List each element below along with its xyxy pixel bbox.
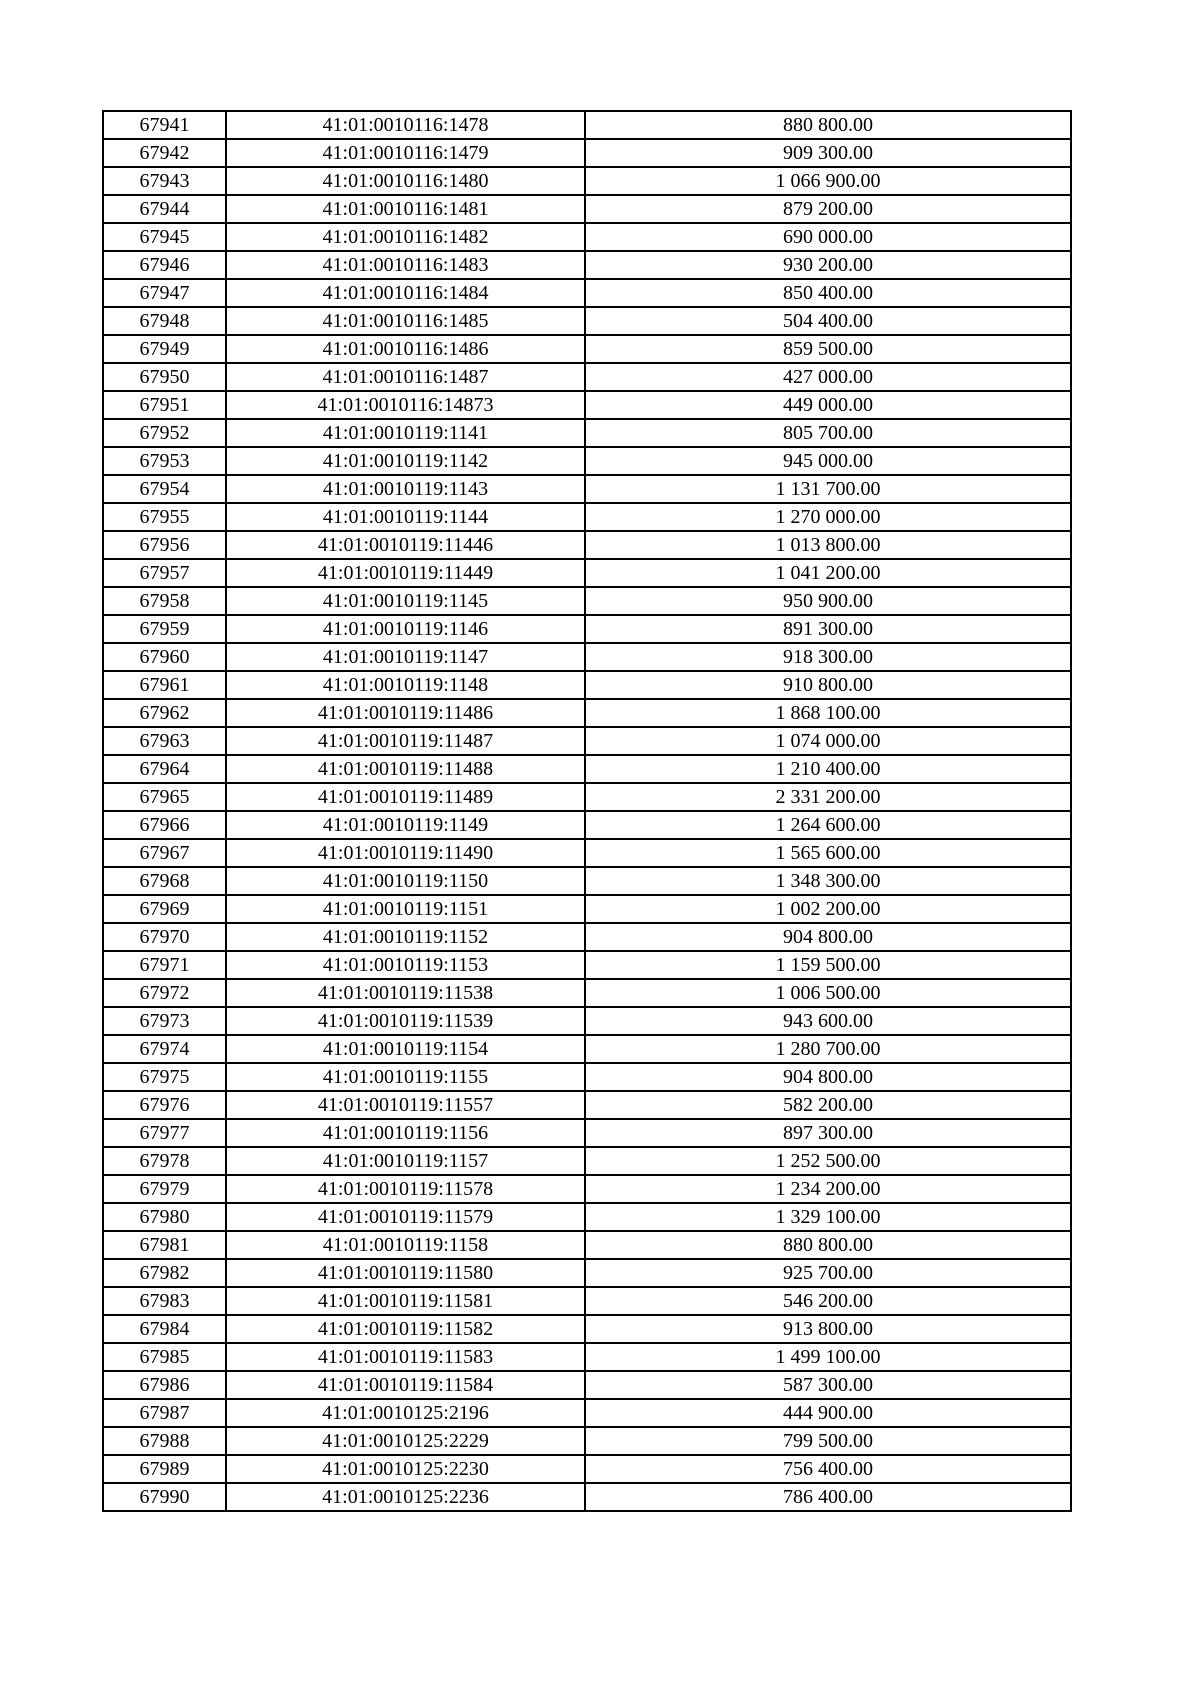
row-number-cell: 67981 [103, 1231, 226, 1259]
value-cell: 943 600.00 [585, 1007, 1071, 1035]
cadastral-number-cell: 41:01:0010119:11584 [226, 1371, 585, 1399]
cadastral-number-cell: 41:01:0010119:1143 [226, 475, 585, 503]
row-number-cell: 67954 [103, 475, 226, 503]
cadastral-number-cell: 41:01:0010119:1146 [226, 615, 585, 643]
value-cell: 1 013 800.00 [585, 531, 1071, 559]
cadastral-number-cell: 41:01:0010116:1485 [226, 307, 585, 335]
value-cell: 879 200.00 [585, 195, 1071, 223]
row-number-cell: 67980 [103, 1203, 226, 1231]
table-row [103, 755, 1071, 783]
row-number-cell: 67953 [103, 447, 226, 475]
cadastral-number-cell: 41:01:0010119:11581 [226, 1287, 585, 1315]
cadastral-number-cell: 41:01:0010119:1150 [226, 867, 585, 895]
cadastral-number-cell: 41:01:0010125:2196 [226, 1399, 585, 1427]
row-number-cell: 67960 [103, 643, 226, 671]
table-row [103, 643, 1071, 671]
value-cell: 950 900.00 [585, 587, 1071, 615]
row-number-cell: 67957 [103, 559, 226, 587]
table-row [103, 1287, 1071, 1315]
table-row [103, 1063, 1071, 1091]
value-cell: 799 500.00 [585, 1427, 1071, 1455]
table-row [103, 1399, 1071, 1427]
cadastral-number-cell: 41:01:0010119:1145 [226, 587, 585, 615]
table-row [103, 559, 1071, 587]
table-row [103, 139, 1071, 167]
cadastral-number-cell: 41:01:0010119:1153 [226, 951, 585, 979]
cadastral-number-cell: 41:01:0010119:11486 [226, 699, 585, 727]
table-row [103, 1259, 1071, 1287]
table-row [103, 1231, 1071, 1259]
table-row [103, 335, 1071, 363]
table-row [103, 1007, 1071, 1035]
cadastral-number-cell: 41:01:0010119:11557 [226, 1091, 585, 1119]
row-number-cell: 67965 [103, 783, 226, 811]
value-cell: 850 400.00 [585, 279, 1071, 307]
value-cell: 1 159 500.00 [585, 951, 1071, 979]
row-number-cell: 67990 [103, 1483, 226, 1511]
table-row [103, 419, 1071, 447]
cadastral-number-cell: 41:01:0010119:1151 [226, 895, 585, 923]
table-row [103, 475, 1071, 503]
value-cell: 546 200.00 [585, 1287, 1071, 1315]
row-number-cell: 67958 [103, 587, 226, 615]
row-number-cell: 67963 [103, 727, 226, 755]
row-number-cell: 67966 [103, 811, 226, 839]
table-row [103, 951, 1071, 979]
cadastral-number-cell: 41:01:0010119:11583 [226, 1343, 585, 1371]
cadastral-number-cell: 41:01:0010119:11538 [226, 979, 585, 1007]
cadastral-number-cell: 41:01:0010119:11539 [226, 1007, 585, 1035]
value-cell: 1 565 600.00 [585, 839, 1071, 867]
cadastral-number-cell: 41:01:0010119:11488 [226, 755, 585, 783]
table-row [103, 503, 1071, 531]
row-number-cell: 67986 [103, 1371, 226, 1399]
row-number-cell: 67952 [103, 419, 226, 447]
value-cell: 444 900.00 [585, 1399, 1071, 1427]
value-cell: 891 300.00 [585, 615, 1071, 643]
value-cell: 756 400.00 [585, 1455, 1071, 1483]
cadastral-number-cell: 41:01:0010119:1148 [226, 671, 585, 699]
table-body [103, 111, 1071, 1511]
table-row [103, 699, 1071, 727]
cadastral-number-cell: 41:01:0010119:1152 [226, 923, 585, 951]
row-number-cell: 67977 [103, 1119, 226, 1147]
cadastral-number-cell: 41:01:0010119:11487 [226, 727, 585, 755]
value-cell: 1 270 000.00 [585, 503, 1071, 531]
cadastral-number-cell: 41:01:0010116:1484 [226, 279, 585, 307]
table-row [103, 363, 1071, 391]
cadastral-number-cell: 41:01:0010119:1154 [226, 1035, 585, 1063]
table-row [103, 1035, 1071, 1063]
cadastral-number-cell: 41:01:0010125:2230 [226, 1455, 585, 1483]
table-row [103, 811, 1071, 839]
table-row [103, 727, 1071, 755]
value-cell: 1 006 500.00 [585, 979, 1071, 1007]
value-cell: 1 234 200.00 [585, 1175, 1071, 1203]
cadastral-number-cell: 41:01:0010119:1157 [226, 1147, 585, 1175]
row-number-cell: 67956 [103, 531, 226, 559]
value-cell: 427 000.00 [585, 363, 1071, 391]
table-row [103, 671, 1071, 699]
row-number-cell: 67941 [103, 111, 226, 139]
cadastral-number-cell: 41:01:0010116:1480 [226, 167, 585, 195]
table-row [103, 251, 1071, 279]
row-number-cell: 67979 [103, 1175, 226, 1203]
value-cell: 1 329 100.00 [585, 1203, 1071, 1231]
value-cell: 909 300.00 [585, 139, 1071, 167]
table-row [103, 1203, 1071, 1231]
table-row [103, 1427, 1071, 1455]
table-row [103, 391, 1071, 419]
table-row [103, 223, 1071, 251]
row-number-cell: 67975 [103, 1063, 226, 1091]
cadastral-number-cell: 41:01:0010116:1487 [226, 363, 585, 391]
cadastral-number-cell: 41:01:0010116:1478 [226, 111, 585, 139]
row-number-cell: 67959 [103, 615, 226, 643]
row-number-cell: 67969 [103, 895, 226, 923]
table-row [103, 1483, 1071, 1511]
value-cell: 1 002 200.00 [585, 895, 1071, 923]
value-cell: 904 800.00 [585, 1063, 1071, 1091]
row-number-cell: 67984 [103, 1315, 226, 1343]
table-row [103, 1315, 1071, 1343]
value-cell: 582 200.00 [585, 1091, 1071, 1119]
row-number-cell: 67942 [103, 139, 226, 167]
cadastral-number-cell: 41:01:0010119:1141 [226, 419, 585, 447]
value-cell: 918 300.00 [585, 643, 1071, 671]
value-cell: 2 331 200.00 [585, 783, 1071, 811]
row-number-cell: 67945 [103, 223, 226, 251]
table-row [103, 1371, 1071, 1399]
row-number-cell: 67973 [103, 1007, 226, 1035]
value-cell: 1 499 100.00 [585, 1343, 1071, 1371]
value-cell: 1 210 400.00 [585, 755, 1071, 783]
value-cell: 1 868 100.00 [585, 699, 1071, 727]
table-row [103, 195, 1071, 223]
table-row [103, 1343, 1071, 1371]
value-cell: 690 000.00 [585, 223, 1071, 251]
row-number-cell: 67967 [103, 839, 226, 867]
cadastral-number-cell: 41:01:0010125:2236 [226, 1483, 585, 1511]
value-cell: 897 300.00 [585, 1119, 1071, 1147]
table-row [103, 1091, 1071, 1119]
row-number-cell: 67972 [103, 979, 226, 1007]
value-cell: 1 041 200.00 [585, 559, 1071, 587]
value-cell: 1 348 300.00 [585, 867, 1071, 895]
table-row [103, 615, 1071, 643]
table-row [103, 587, 1071, 615]
table-row [103, 447, 1071, 475]
table-row [103, 895, 1071, 923]
row-number-cell: 67950 [103, 363, 226, 391]
row-number-cell: 67971 [103, 951, 226, 979]
table-row [103, 839, 1071, 867]
row-number-cell: 67983 [103, 1287, 226, 1315]
row-number-cell: 67949 [103, 335, 226, 363]
cadastral-number-cell: 41:01:0010119:1155 [226, 1063, 585, 1091]
value-cell: 1 074 000.00 [585, 727, 1071, 755]
table-row [103, 167, 1071, 195]
table-row [103, 307, 1071, 335]
table-row [103, 111, 1071, 139]
value-cell: 913 800.00 [585, 1315, 1071, 1343]
cadastral-number-cell: 41:01:0010119:11582 [226, 1315, 585, 1343]
cadastral-number-cell: 41:01:0010119:11580 [226, 1259, 585, 1287]
cadastral-number-cell: 41:01:0010119:1147 [226, 643, 585, 671]
row-number-cell: 67948 [103, 307, 226, 335]
cadastral-number-cell: 41:01:0010119:11490 [226, 839, 585, 867]
value-cell: 880 800.00 [585, 1231, 1071, 1259]
value-cell: 910 800.00 [585, 671, 1071, 699]
cadastral-number-cell: 41:01:0010119:11579 [226, 1203, 585, 1231]
value-cell: 880 800.00 [585, 111, 1071, 139]
value-cell: 805 700.00 [585, 419, 1071, 447]
value-cell: 1 280 700.00 [585, 1035, 1071, 1063]
value-cell: 1 264 600.00 [585, 811, 1071, 839]
cadastral-number-cell: 41:01:0010116:14873 [226, 391, 585, 419]
cadastral-number-cell: 41:01:0010116:1483 [226, 251, 585, 279]
row-number-cell: 67978 [103, 1147, 226, 1175]
cadastral-number-cell: 41:01:0010116:1479 [226, 139, 585, 167]
cadastral-number-cell: 41:01:0010116:1481 [226, 195, 585, 223]
table-row [103, 783, 1071, 811]
value-cell: 1 131 700.00 [585, 475, 1071, 503]
value-cell: 904 800.00 [585, 923, 1071, 951]
cadastral-number-cell: 41:01:0010119:11489 [226, 783, 585, 811]
value-cell: 925 700.00 [585, 1259, 1071, 1287]
cadastral-number-cell: 41:01:0010119:11578 [226, 1175, 585, 1203]
table-row [103, 1455, 1071, 1483]
table-row [103, 279, 1071, 307]
row-number-cell: 67974 [103, 1035, 226, 1063]
cadastral-number-cell: 41:01:0010125:2229 [226, 1427, 585, 1455]
table-row [103, 1119, 1071, 1147]
row-number-cell: 67955 [103, 503, 226, 531]
row-number-cell: 67946 [103, 251, 226, 279]
row-number-cell: 67964 [103, 755, 226, 783]
table-row [103, 1147, 1071, 1175]
cadastral-number-cell: 41:01:0010119:1149 [226, 811, 585, 839]
row-number-cell: 67982 [103, 1259, 226, 1287]
row-number-cell: 67962 [103, 699, 226, 727]
value-cell: 786 400.00 [585, 1483, 1071, 1511]
row-number-cell: 67968 [103, 867, 226, 895]
row-number-cell: 67943 [103, 167, 226, 195]
value-cell: 449 000.00 [585, 391, 1071, 419]
row-number-cell: 67951 [103, 391, 226, 419]
cadastral-number-cell: 41:01:0010119:11446 [226, 531, 585, 559]
row-number-cell: 67987 [103, 1399, 226, 1427]
table-row [103, 1175, 1071, 1203]
table-row [103, 867, 1071, 895]
cadastral-number-cell: 41:01:0010116:1482 [226, 223, 585, 251]
row-number-cell: 67976 [103, 1091, 226, 1119]
row-number-cell: 67947 [103, 279, 226, 307]
value-cell: 587 300.00 [585, 1371, 1071, 1399]
row-number-cell: 67944 [103, 195, 226, 223]
value-cell: 859 500.00 [585, 335, 1071, 363]
row-number-cell: 67961 [103, 671, 226, 699]
value-cell: 504 400.00 [585, 307, 1071, 335]
row-number-cell: 67989 [103, 1455, 226, 1483]
cadastral-number-cell: 41:01:0010119:11449 [226, 559, 585, 587]
cadastral-value-table [102, 110, 1072, 1512]
value-cell: 930 200.00 [585, 251, 1071, 279]
row-number-cell: 67988 [103, 1427, 226, 1455]
cadastral-number-cell: 41:01:0010119:1156 [226, 1119, 585, 1147]
row-number-cell: 67970 [103, 923, 226, 951]
row-number-cell: 67985 [103, 1343, 226, 1371]
cadastral-number-cell: 41:01:0010119:1144 [226, 503, 585, 531]
cadastral-number-cell: 41:01:0010119:1142 [226, 447, 585, 475]
table-row [103, 923, 1071, 951]
cadastral-number-cell: 41:01:0010116:1486 [226, 335, 585, 363]
table-row [103, 979, 1071, 1007]
value-cell: 945 000.00 [585, 447, 1071, 475]
cadastral-number-cell: 41:01:0010119:1158 [226, 1231, 585, 1259]
table-row [103, 531, 1071, 559]
value-cell: 1 066 900.00 [585, 167, 1071, 195]
value-cell: 1 252 500.00 [585, 1147, 1071, 1175]
